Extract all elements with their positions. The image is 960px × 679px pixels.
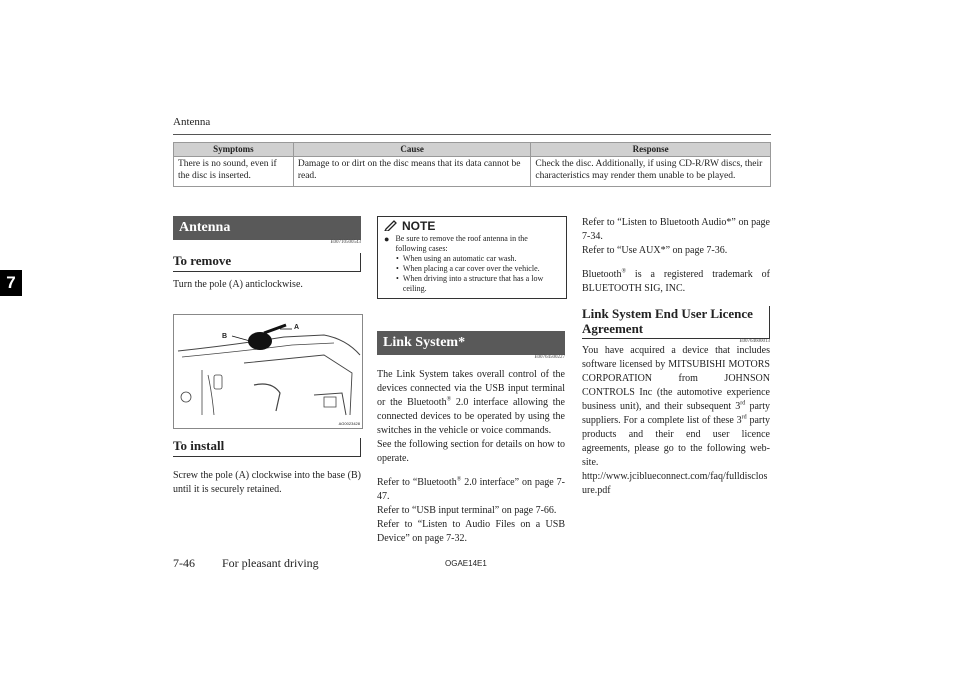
antenna-code: E00710500543 xyxy=(330,240,361,245)
ref-audio-files: Refer to “Listen to Audio Files on a USB Device” on page 7-32. xyxy=(377,519,565,544)
label-a: A xyxy=(294,324,300,331)
note-item-1: When using an automatic car wash. xyxy=(402,254,517,263)
link-system-code: E00764500227 xyxy=(534,355,565,360)
antenna-figure xyxy=(173,314,363,429)
ref-bluetooth: Refer to “Bluetooth® 2.0 interface” on page 7-47. xyxy=(377,476,565,502)
car-rear-illustration xyxy=(174,315,362,428)
note-box xyxy=(377,216,567,299)
ref-aux: Refer to “Use AUX*” on page 7-36. xyxy=(582,245,728,256)
col-response: Response xyxy=(531,143,771,157)
col-cause: Cause xyxy=(293,143,531,157)
licence-code: E00764600013 xyxy=(739,339,770,344)
trademark-text: Bluetooth® is a registered trademark of BLUETOOTH SIG, INC. xyxy=(582,268,770,294)
install-text: Screw the pole (A) clockwise into the base (B) until it is securely retained. xyxy=(173,470,361,495)
link-system-para2: See the following section for details on how to operate. xyxy=(377,439,565,464)
cell-cause: Damage to or dirt on the disc means that its data cannot be read. xyxy=(293,157,531,187)
chapter-tab: 7 xyxy=(0,270,22,296)
cell-response: Check the disc. Additionally, if using CD-R/RW discs, their characteristics may render them unable to be played. xyxy=(531,157,771,187)
col-symptoms: Symptoms xyxy=(174,143,294,157)
footer-section: For pleasant driving xyxy=(222,556,319,570)
list-item: • When driving into a structure that has a low ceiling. xyxy=(384,274,560,294)
list-item: • When using an automatic car wash. xyxy=(396,254,517,263)
ref-usb: Refer to “USB input terminal” on page 7-66. xyxy=(377,505,557,516)
right-column xyxy=(582,216,770,498)
list-item: • When placing a car cover over the vehicle. xyxy=(396,264,540,273)
troubleshooting-table xyxy=(173,142,771,187)
remove-text: Turn the pole (A) anticlockwise. xyxy=(173,279,303,290)
running-header: Antenna xyxy=(173,116,211,128)
pencil-icon xyxy=(384,219,398,232)
note-heading xyxy=(384,219,560,232)
install-section xyxy=(173,438,361,497)
licence-url: http://www.jciblueconnect.com/faq/fulldisclosure.pdf xyxy=(582,471,768,496)
install-heading: To install xyxy=(173,438,361,457)
cell-symptom: There is no sound, even if the disc is inserted. xyxy=(174,157,294,187)
note-item-2: When placing a car cover over the vehicle. xyxy=(402,264,540,273)
licence-heading: Link System End User Licence Agreement xyxy=(582,306,770,339)
note-item-3: When driving into a structure that has a low ceiling. xyxy=(402,274,544,293)
label-b: B xyxy=(222,333,228,340)
figure-id: AG0023428 xyxy=(338,421,360,426)
header-rule xyxy=(173,134,771,135)
page-number: 7-46 xyxy=(173,556,195,570)
licence-text: You have acquired a device that includes software licensed by MITSUBISHI MOTORS CORPORATION from JOHNSON CONTROLS Inc (the automotive experience business unit), and their subsequent 3rd party suppliers. For a complete list of these 3rd party products and their end user licence agreements, please go to the following web-site. xyxy=(582,345,771,468)
antenna-title: Antenna xyxy=(173,216,361,240)
link-system-para1: The Link System takes overall control of the devices connected via the USB input terminal or the Bluetooth® 2.0 interface allowing the connected devices to be operated by using the switches in the vehicle or voice commands. xyxy=(377,369,565,436)
link-system-section xyxy=(377,331,565,546)
note-intro-text: Be sure to remove the roof antenna in the following cases: xyxy=(395,234,528,253)
antenna-section xyxy=(173,216,361,292)
note-label: NOTE xyxy=(402,218,436,233)
footer-code: OGAE14E1 xyxy=(445,559,487,568)
table-row xyxy=(174,157,771,187)
link-system-title: Link System* xyxy=(377,331,565,355)
note-intro xyxy=(384,234,560,254)
remove-heading: To remove xyxy=(173,253,361,272)
ref-bluetooth-audio: Refer to “Listen to Bluetooth Audio*” on page 7-34. xyxy=(582,217,770,242)
bullet-icon: ● xyxy=(384,234,390,244)
